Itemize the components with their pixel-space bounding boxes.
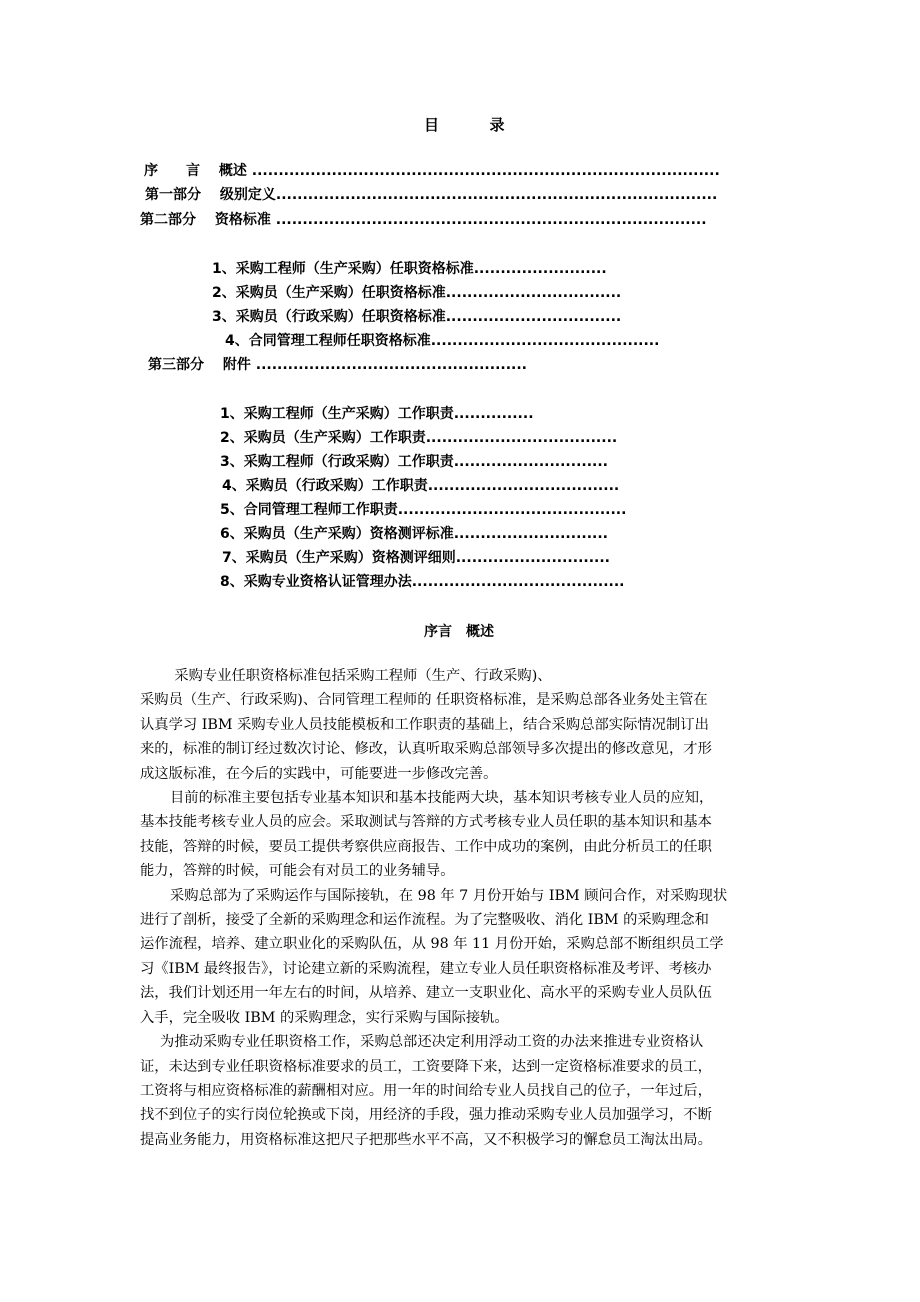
text-line: 法，我们计划还用一年左右的时间，从培养、建立一支职业化、高水平的采购专业人员队伍 xyxy=(140,985,712,1002)
toc-entry-part1: 第一部分 级别定义................................................................................... xyxy=(145,187,718,203)
paragraph xyxy=(140,884,795,1030)
text-line: 采购总部为了采购运作与国际接轨，在 98 年 7 月份开始与 IBM 顾问合作，对采购现状 xyxy=(170,887,728,904)
toc-subentry: 4、采购员（行政采购）工作职责.................................... xyxy=(222,478,620,494)
text-line: 能力，答辩的时候，可能会有对员工的业务辅导。 xyxy=(140,863,455,880)
paragraph xyxy=(140,786,795,884)
text-line: 证，未达到专业任职资格标准要求的员工，工资要降下来，达到一定资格标准要求的员工， xyxy=(140,1058,712,1075)
text-line: 认真学习 IBM 采购专业人员技能模板和工作职责的基础上，结合采购总部实际情况制订出 xyxy=(140,716,709,733)
toc-subentry: 1、采购工程师（生产采购）任职资格标准......................... xyxy=(212,261,607,277)
toc-title xyxy=(424,114,505,135)
toc-subentry: 3、采购员（行政采购）任职资格标准................................. xyxy=(212,309,622,325)
text-line: 入手，完全吸收 IBM 的采购理念，实行采购与国际接轨。 xyxy=(140,1009,509,1026)
toc-subentry: 5、合同管理工程师工作职责........................................... xyxy=(220,502,627,518)
section-body xyxy=(140,664,795,1152)
text-line: 进行了剖析，接受了全新的采购理念和运作流程。为了完整吸收、消化 IBM 的采购理念和 xyxy=(140,912,709,929)
section-heading: 序言 概述 xyxy=(424,624,494,640)
text-line: 来的，标准的制订经过数次讨论、修改，认真听取采购总部领导多次提出的修改意见，才形 xyxy=(140,741,712,758)
text-line: 成这版标准，在今后的实践中，可能要进一步修改完善。 xyxy=(140,765,498,782)
text-line: 找不到位子的实行岗位轮换或下岗，用经济的手段，强力推动采购专业人员加强学习，不断 xyxy=(140,1107,712,1124)
toc-entry-preface: 序 言 概述 ........................................................................................ xyxy=(144,163,720,179)
toc-subentry: 4、合同管理工程师任职资格标准........................................... xyxy=(225,333,660,349)
toc-subentry: 7、采购员（生产采购）资格测评细则............................. xyxy=(222,550,610,566)
text-line: 技能，答辩的时候，要员工提供考察供应商报告、工作中成功的案例，由此分析员工的任职 xyxy=(140,838,712,855)
toc-subentry: 8、采购专业资格认证管理办法........................................ xyxy=(220,574,625,590)
toc-title-right: 录 xyxy=(489,116,505,134)
toc-subentry: 2、采购员（生产采购）工作职责.................................... xyxy=(220,430,618,446)
text-line: 基本技能考核专业人员的应会。采取测试与答辩的方式考核专业人员任职的基本知识和基本 xyxy=(140,814,712,831)
toc-subentry: 1、采购工程师（生产采购）工作职责............... xyxy=(220,406,534,422)
text-line: 为推动采购专业任职资格工作，采购总部还决定利用浮动工资的办法来推进专业资格认 xyxy=(160,1034,704,1051)
paragraph xyxy=(140,1030,795,1152)
text-line: 习《IBM 最终报告》，讨论建立新的采购流程，建立专业人员任职资格标准及考评、考核办 xyxy=(140,960,712,977)
text-line: 提高业务能力，用资格标准这把尺子把那些水平不高，又不积极学习的懈怠员工淘汰出局。 xyxy=(140,1131,712,1148)
text-line: 工资将与相应资格标准的薪酬相对应。用一年的时间给专业人员找自己的位子，一年过后， xyxy=(140,1082,712,1099)
text-line: 目前的标准主要包括专业基本知识和基本技能两大块，基本知识考核专业人员的应知， xyxy=(170,790,714,807)
toc-subentry: 3、采购工程师（行政采购）工作职责............................. xyxy=(220,454,608,470)
toc-entry-part3: 第三部分 附件 ................................................... xyxy=(148,357,527,373)
toc-subentry: 2、采购员（生产采购）任职资格标准................................. xyxy=(212,285,622,301)
toc-entry-part2: 第二部分 资格标准 ................................................................................. xyxy=(140,212,707,228)
text-line: 采购专业任职资格标准包括采购工程师（生产、行政采购)、 xyxy=(174,668,552,684)
toc-subentry: 6、采购员（生产采购）资格测评标准............................. xyxy=(220,526,608,542)
paragraph xyxy=(140,664,795,786)
text-line: 运作流程，培养、建立职业化的采购队伍，从 98 年 11 月份开始，采购总部不断组织员工学 xyxy=(140,936,724,953)
toc-title-left: 目 xyxy=(424,116,440,134)
text-line: 采购员（生产、行政采购)、合同管理工程师的 任职资格标准，是采购总部各业务处主管在 xyxy=(140,692,708,709)
